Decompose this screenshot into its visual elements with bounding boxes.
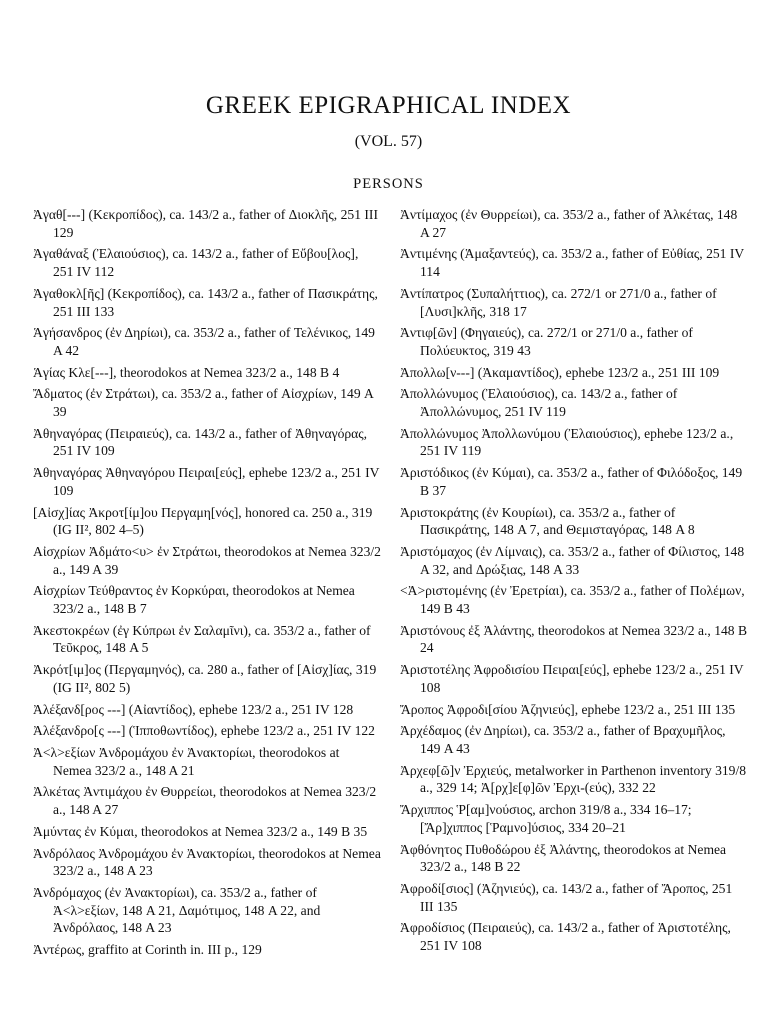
- index-entry: Ἀλκέτας Ἀντιμάχου ἐν Θυρρείωι, theorodokos at Nemea 323/2 a., 148 A 27: [33, 784, 377, 818]
- index-entry: <Ἀ>ριστομένης (ἐν Ἐρετρίαι), ca. 353/2 a., father of Πολέμων, 149 B 43: [400, 583, 745, 617]
- index-entry: Ἀ<λ>εξίων Ἀνδρομάχου ἐν Ἀνακτορίωι, theorodokos at Nemea 323/2 a., 148 A 21: [33, 744, 340, 778]
- index-entry: Ἀντιμένης (Ἁμαξαντεύς), ca. 353/2 a., father of Εὐθίας, 251 IV 114: [400, 246, 744, 280]
- index-entry: Ἀλέξανδρο[ς ---] (Ἱπποθωντίδος), ephebe 123/2 a., 251 IV 122: [33, 723, 375, 739]
- index-entry: Ἀρχέδαμος (ἐν Δηρίωι), ca. 353/2 a., father of Βραχυμῆλος, 149 A 43: [400, 723, 726, 756]
- index-entry: Ἀθηναγόρας (Πειραιεύς), ca. 143/2 a., father of Ἀθηναγόρας, 251 IV 109: [33, 425, 368, 459]
- index-entry: Ἀγαθοκλ[ῆς] (Κεκροπίδος), ca. 143/2 a., father of Πασικράτης, 251 III 133: [33, 285, 378, 319]
- volume-label: (VOL. 57): [354, 133, 423, 150]
- index-entry: Ἀφροδί[σιος] (Ἀζηνιεύς), ca. 143/2 a., father of Ἄροπος, 251 III 135: [400, 880, 733, 914]
- right-column: [400, 206, 748, 959]
- index-entry: Ἁγίας Κλε[---], theorodokos at Nemea 323/2 a., 148 B 4: [33, 364, 340, 380]
- index-entry: Ἀμύντας ἐν Κύμαι, theorodokos at Nemea 323/2 a., 149 B 35: [33, 823, 368, 839]
- index-entry: Ἄδματος (ἐν Στράτωι), ca. 353/2 a., father of Αἰσχρίων, 149 A 39: [33, 386, 374, 420]
- index-entry: Ἀκεστοκρέων (ἐγ Κύπρωι ἐν Σαλαμῖνι), ca. 353/2 a., father of Τεῦκρος, 148 A 5: [33, 622, 371, 656]
- index-entry: Ἀγαθάναξ (Ἐλαιούσιος), ca. 143/2 a., father of Εὔβου[λος], 251 IV 112: [33, 246, 359, 280]
- index-entry: Ἀφθόνητος Πυθοδώρου ἐξ Ἀλάντης, theorodokos at Nemea 323/2 a., 148 B 22: [400, 841, 727, 875]
- page-title: GREEK EPIGRAPHICAL INDEX: [205, 92, 572, 119]
- index-entry: Ἀντίπατρος (Συπαλήττιος), ca. 272/1 or 271/0 a., father of [Λυσι]κλῆς, 318 17: [400, 285, 717, 319]
- section-heading: PERSONS: [353, 176, 424, 192]
- index-entry: Ἄροπος Ἀφροδι[σίου Ἀζηνιεύς], ephebe 123/2 a., 251 III 135: [400, 701, 736, 717]
- index-entry: Ἀριστοτέλης Ἀφροδισίου Πειραι[εύς], ephebe 123/2 a., 251 IV 108: [400, 662, 744, 695]
- index-entry: [Αἰσχ]ίας Ἀκροτ[ίμ]ου Περγαμη[νός], honored ca. 250 a., 319 (IG II², 802 4–5): [33, 504, 373, 538]
- index-entry: Ἀντίμαχος (ἐν Θυρρείωι), ca. 353/2 a., father of Ἀλκέτας, 148 A 27: [400, 207, 738, 240]
- index-entry: Ἀκρότ[ιμ]ος (Περγαμηνός), ca. 280 a., father of [Αἰσχ]ίας, 319 (IG II², 802 5): [33, 662, 377, 695]
- index-entry: Ἀριστόνους ἐξ Ἀλάντης, theorodokos at Nemea 323/2 a., 148 B 24: [400, 622, 748, 656]
- index-entry: Ἀπολλω[ν---] (Ἀκαμαντίδος), ephebe 123/2 a., 251 III 109: [400, 364, 720, 380]
- index-entry: Αἰσχρίων Τεύθραντος ἐν Κορκύραι, theorodokos at Nemea 323/2 a., 148 B 7: [33, 583, 355, 617]
- index-entry: Ἄρχιππος Ῥ[αμ]νούσιος, archon 319/8 a., 334 16–17; [Ἄρ]χιππος [Ῥαμνο]ύσιος, 334 20–21: [400, 802, 692, 835]
- index-entry: Ἀγαθ[---] (Κεκροπίδος), ca. 143/2 a., father of Διοκλῆς, 251 III 129: [33, 207, 378, 240]
- index-entry: Ἁγήσανδρος (ἐν Δηρίωι), ca. 353/2 a., father of Τελένικος, 149 A 42: [33, 325, 375, 358]
- index-entry: Ἀντέρως, graffito at Corinth in. III p., 129: [33, 942, 262, 958]
- index-entry: Ἀνδρόλαος Ἀνδρομάχου ἐν Ἀνακτορίωι, theorodokos at Nemea 323/2 a., 148 A 23: [33, 845, 381, 879]
- index-entry: Ἀθηναγόρας Ἀθηναγόρου Πειραι[εύς], ephebe 123/2 a., 251 IV 109: [33, 465, 380, 498]
- index-entry: Ἀντιφ[ῶν] (Φηγαιεύς), ca. 272/1 or 271/0 a., father of Πολύευκτος, 319 43: [400, 325, 693, 358]
- left-column: [33, 206, 381, 963]
- index-entry: Ἀριστοκράτης (ἐν Κουρίωι), ca. 353/2 a., father of Πασικράτης, 148 A 7, and Θεμισταγόρας, 148 A 8: [400, 504, 695, 538]
- index-entry: Αἰσχρίων Ἀδμάτο<υ> ἐν Στράτωι, theorodokos at Nemea 323/2 a., 149 A 39: [33, 543, 381, 577]
- index-entry: Ἀριστόμαχος (ἐν Λίμναις), ca. 353/2 a., father of Φίλιστος, 148 A 32, and Δρώξιας, 148 A 33: [400, 543, 745, 577]
- index-entry: Ἀρχεφ[ῶ]ν Ἐρχιεύς, metalworker in Parthenon inventory 319/8 a., 329 14; Ἀ[ρχ]ε[φ]ῶν Ἐρχι-(εύς), 332 22: [400, 762, 747, 796]
- index-entry: Ἀφροδίσιος (Πειραιεύς), ca. 143/2 a., father of Ἀριστοτέλης, 251 IV 108: [400, 920, 731, 954]
- index-entry: Ἀπολλώνυμος Ἀπολλωνύμου (Ἐλαιούσιος), ephebe 123/2 a., 251 IV 119: [400, 425, 734, 459]
- index-entry: Ἀριστόδικος (ἐν Κύμαι), ca. 353/2 a., father of Φιλόδοξος, 149 B 37: [400, 465, 743, 498]
- index-entry: Ἀνδρόμαχος (ἐν Ἀνακτορίωι), ca. 353/2 a., father of Ἀ<λ>εξίων, 148 A 21, Δαμότιμος, 148 A 22, and Ἀνδρόλαος, 148 A 23: [33, 884, 321, 936]
- index-entry: Ἀλέξανδ[ρος ---] (Αἰαντίδος), ephebe 123/2 a., 251 IV 128: [33, 701, 354, 717]
- index-entry: Ἀπολλώνυμος (Ἐλαιούσιος), ca. 143/2 a., father of Ἀπολλώνυμος, 251 IV 119: [400, 386, 678, 420]
